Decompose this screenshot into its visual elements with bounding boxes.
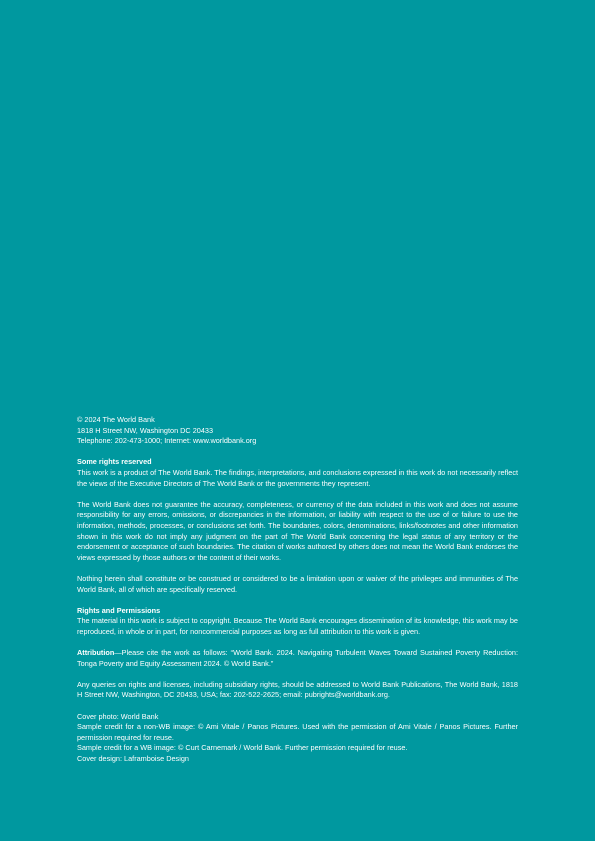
copyright-page-text [77, 415, 518, 765]
attribution-label: Attribution [77, 648, 115, 658]
non-wb-image-credit: Sample credit for a non-WB image: © Ami Vitale / Panos Pictures. Used with the permission of Ami Vitale / Panos Pictures. Further permission required for reuse. [77, 722, 518, 742]
cover-photo-credit: Cover photo: World Bank [77, 711, 159, 721]
immunities-paragraph: Nothing herein shall constitute or be construed or considered to be a limitation upon or waiver of the privileges and immunities of The World Bank, all of which are specifically reserved. [77, 573, 518, 594]
rights-permissions-heading: Rights and Permissions [77, 605, 161, 615]
queries-paragraph: Any queries on rights and licenses, including subsidiary rights, should be addressed to World Bank Publications, The World Bank, 1818 H Street NW, Washington, DC 20433, USA; fax: 202-522-2625; email: pubrights@worldbank.org. [77, 679, 518, 700]
accuracy-disclaimer-paragraph: The World Bank does not guarantee the accuracy, completeness, or currency of the data included in this work and does not assume responsibility for any errors, omissions, or discrepancies in the information, or liability with respect to the use of or failure to use the information, methods, processes, or conclusions set forth. The boundaries, colors, denominations, links/footnotes and other information shown in this work do not imply any judgment on the part of The World Bank concerning the legal status of any territory or the endorsement or acceptance of such boundaries. The citation of works authored by others does not mean the World Bank endorses the views expressed by those authors or the content of their works. [77, 499, 518, 562]
some-rights-reserved-heading: Some rights reserved [77, 457, 152, 467]
copyright-notice: © 2024 The World Bank [77, 415, 155, 424]
cover-design-credit: Cover design: Laframboise Design [77, 754, 189, 763]
attribution-paragraph [77, 648, 518, 669]
publisher-address: 1818 H Street NW, Washington DC 20433 [77, 425, 214, 435]
disclaimer-paragraph: This work is a product of The World Bank. The findings, interpretations, and conclusions expressed in this work do not necessarily reflect the views of the Executive Directors of The World Bank or the governments they represent. [77, 467, 518, 488]
copyright-material-paragraph: The material in this work is subject to copyright. Because The World Bank encourages dissemination of its knowledge, this work may be reproduced, in whole or in part, for noncommercial purposes as long as full attribution to this work is given. [77, 616, 518, 636]
wb-image-credit: Sample credit for a WB image: © Curt Carnemark / World Bank. Further permission required for reuse. [77, 743, 408, 753]
attribution-text: —Please cite the work as follows: “World Bank. 2024. Navigating Turbulent Waves Toward Sustained Poverty Reduction: Tonga Poverty and Equity Assessment 2024. © World Bank.” [77, 648, 518, 668]
publisher-contact: Telephone: 202-473-1000; Internet: www.worldbank.org [77, 436, 257, 446]
